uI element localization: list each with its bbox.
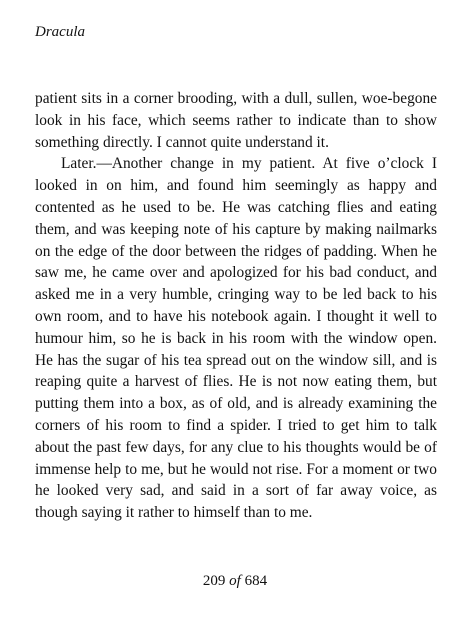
- total-page-count: 684: [244, 573, 268, 589]
- running-header-title: Dracula: [35, 24, 85, 40]
- body-text: [35, 88, 437, 524]
- paragraph-later: Later.—Another change in my patient. At five o’clock I looked in on him, and found him seemingly as happy and contented as he used to be. He was catching flies and eating them, and was keeping note of his capture by making nailmarks on the edge of the door between the ridges of padding. When he saw me, he came over and apologized for his bad conduct, and asked me in a very humble, cringing way to be led back to his own room, and to have his notebook again. I thought it well to humour him, so he is back in his room with the window open. He has the sugar of his tea spread out on the window sill, and is reaping quite a harvest of flies. He is not now eating them, but putting them into a box, as of old, and is already examining the corners of his room to find a spider. I tried to get him to talk about the past few days, for any clue to his thoughts would be of immense help to me, but he would not rise. For a moment or two he looked very sad, and said in a sort of far away voice, as though saying it rather to himself than to me.: [35, 155, 437, 522]
- current-page-number: 209: [202, 573, 226, 589]
- page-number-footer: [0, 571, 470, 591]
- paragraph-continuation: patient sits in a corner brooding, with a dull, sullen, woe-begone look in his face, which seems rather to indicate than to show something directly. I cannot quite understand it.: [35, 90, 437, 151]
- page-of-word: of: [229, 573, 241, 589]
